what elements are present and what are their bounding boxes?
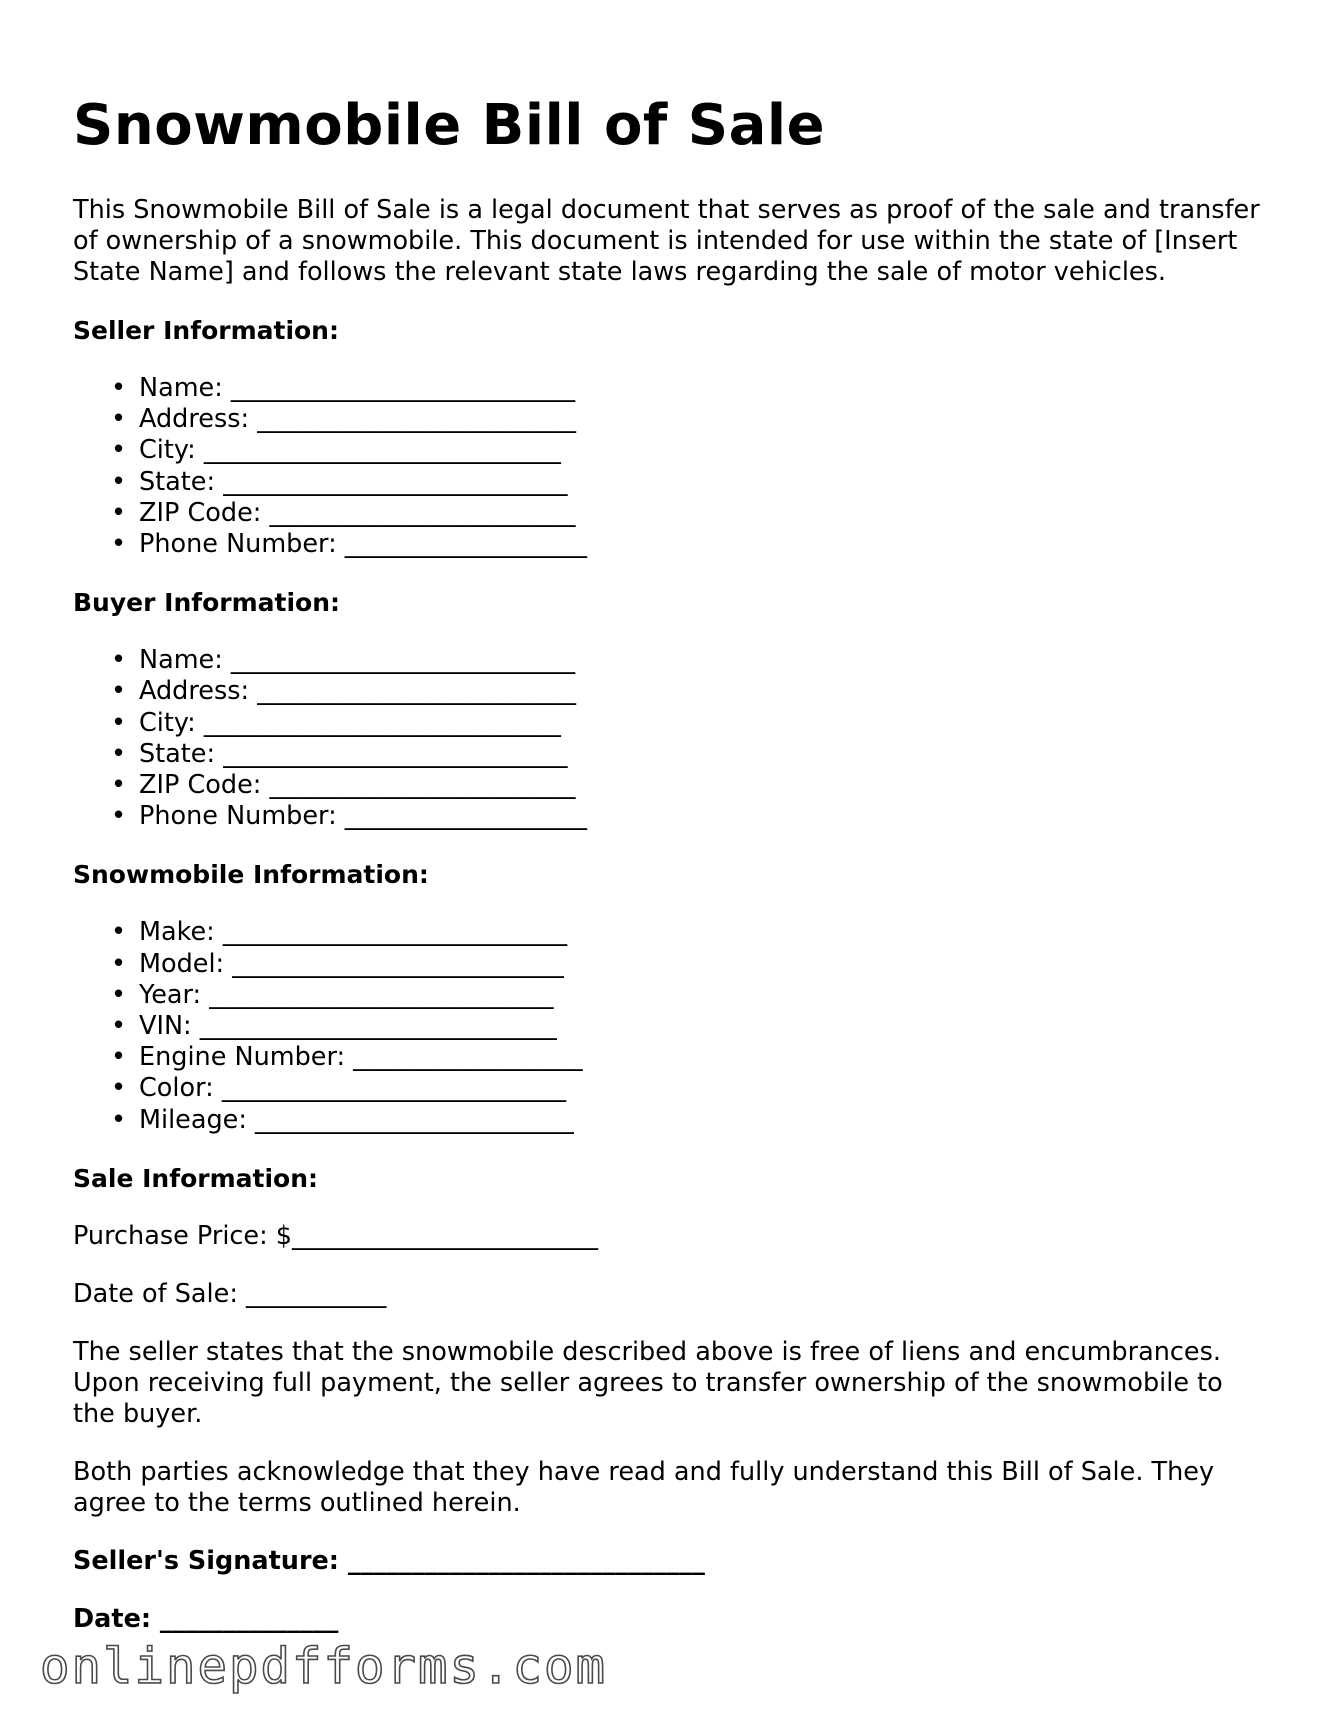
buyer-city-field: • City: ____________________________ <box>139 708 1273 739</box>
seller-section-heading: Seller Information: <box>73 316 339 345</box>
seller-field-list <box>73 373 1273 560</box>
snowmobile-color-field: • Color: ___________________________ <box>139 1073 1273 1104</box>
buyer-field-list <box>73 645 1273 832</box>
snowmobile-engine-number-field: • Engine Number: __________________ <box>139 1042 1273 1073</box>
date-of-sale-field: Date of Sale: ___________ <box>73 1278 387 1309</box>
seller-state-field: • State: ___________________________ <box>139 467 1273 498</box>
purchase-price-field: Purchase Price: $________________________ <box>73 1220 599 1251</box>
bill-of-sale-document <box>73 88 1273 1635</box>
seller-phone-field: • Phone Number: ___________________ <box>139 529 1273 560</box>
seller-city-field: • City: ____________________________ <box>139 435 1273 466</box>
sale-section-heading: Sale Information: <box>73 1163 318 1193</box>
intro-paragraph: This Snowmobile Bill of Sale is a legal document that serves as proof of the sale and transfer of ownership of a snowmobile. This document is intended for use within the state of [Insert State Name] and follows the relevant state laws regarding the sale of motor vehicles. <box>73 195 1260 287</box>
snowmobile-mileage-field: • Mileage: _________________________ <box>139 1105 1273 1136</box>
buyer-name-field: • Name: ___________________________ <box>139 645 1273 676</box>
document-title: Snowmobile Bill of Sale <box>73 93 826 158</box>
buyer-section-heading: Buyer Information: <box>73 588 341 618</box>
snowmobile-section-heading: Snowmobile Information: <box>73 860 429 890</box>
seller-address-field: • Address: _________________________ <box>139 404 1273 435</box>
seller-name-field: • Name: ___________________________ <box>139 373 1273 404</box>
snowmobile-field-list <box>73 917 1273 1135</box>
snowmobile-year-field: • Year: ___________________________ <box>139 980 1273 1011</box>
seller-zip-field: • ZIP Code: ________________________ <box>139 498 1273 529</box>
buyer-phone-field: • Phone Number: ___________________ <box>139 801 1273 832</box>
watermark: onlinepdfforms.com <box>40 1638 608 1695</box>
snowmobile-model-field: • Model: __________________________ <box>139 949 1273 980</box>
buyer-zip-field: • ZIP Code: ________________________ <box>139 770 1273 801</box>
signature-date-field: Date: ______________ <box>73 1603 339 1634</box>
buyer-state-field: • State: ___________________________ <box>139 739 1273 770</box>
liens-statement: The seller states that the snowmobile described above is free of liens and encumbrances. Upon receiving full payment, the seller agrees to transfer ownership of the snowmobile to the buyer. <box>73 1336 1223 1429</box>
buyer-address-field: • Address: _________________________ <box>139 676 1273 707</box>
snowmobile-make-field: • Make: ___________________________ <box>139 917 1273 948</box>
snowmobile-vin-field: • VIN: ____________________________ <box>139 1011 1273 1042</box>
seller-signature-field: Seller's Signature: ____________________________ <box>73 1545 705 1576</box>
acknowledgment-statement: Both parties acknowledge that they have read and fully understand this Bill of Sale. They agree to the terms outlined herein. <box>73 1456 1215 1518</box>
